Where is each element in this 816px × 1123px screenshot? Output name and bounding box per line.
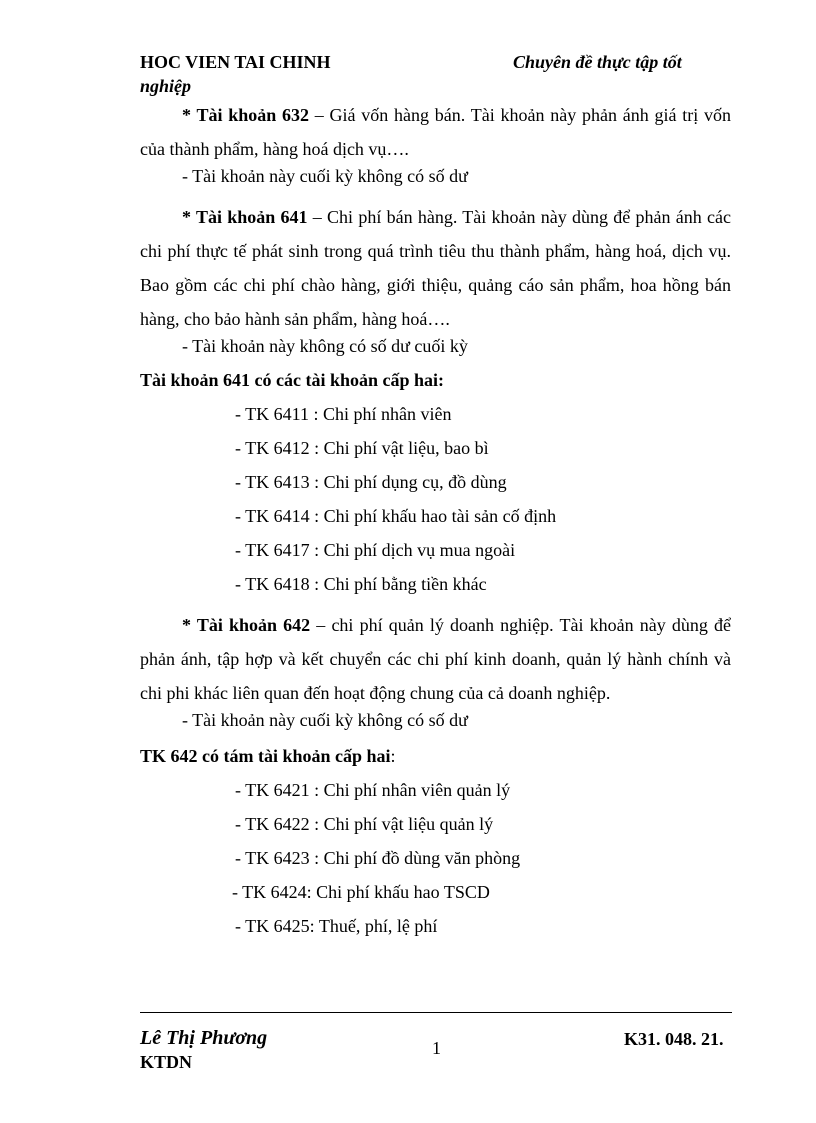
tk641-text: – Chi phí bán hàng. Tài khoản này dùng để phản ánh các chi phí thực tế phát sinh trong quá trình tiêu thu thành phẩm, hàng hoá, dịch vụ. Bao gồm các chi phí chào hàng, giới thiệu, quảng cáo sản phẩm, hoa hồng bán hàng, cho bảo hành sản phẩm, hàng hoá…. <box>140 207 732 329</box>
list-item: - TK 6423 : Chi phí đồ dùng văn phòng <box>235 848 521 868</box>
header-title-continuation: nghiệp <box>140 76 192 96</box>
tk632-text: – Giá vốn hàng bán. Tài khoản này phản ánh giá trị vốn của thành phẩm, hàng hoá dịch vụ…. <box>140 105 732 159</box>
list-item: - TK 6424: Chi phí khấu hao TSCD <box>232 882 490 902</box>
tk632-note: - Tài khoản này cuối kỳ không có số dư <box>182 166 468 186</box>
header-title: Chuyên đề thực tập tốt <box>513 52 682 72</box>
list-item: - TK 6422 : Chi phí vật liệu quản lý <box>235 814 494 834</box>
tk642-sub-heading-colon: : <box>390 746 396 766</box>
list-item: - TK 6412 : Chi phí vật liệu, bao bì <box>235 438 489 458</box>
paragraph-tk641 <box>140 200 731 336</box>
list-item: - TK 6413 : Chi phí dụng cụ, đồ dùng <box>235 472 507 492</box>
list-item: - TK 6418 : Chi phí bằng tiền khác <box>235 574 487 594</box>
tk632-label: * Tài khoản 632 <box>182 105 310 125</box>
tk642-text: – chi phí quản lý doanh nghiệp. Tài khoản này dùng để phản ánh, tập hợp và kết chuyển các chi phí kinh doanh, quản lý hành chính và chi phi khác liên quan đến hoạt động chung của cả doanh nghiệp. <box>140 615 731 703</box>
list-item: - TK 6411 : Chi phí nhân viên <box>235 404 452 424</box>
tk641-label: * Tài khoản 641 <box>182 207 308 227</box>
tk641-note: - Tài khoản này không có số dư cuối kỳ <box>182 336 468 356</box>
author-name: Lê Thị Phương <box>140 1027 268 1049</box>
page-number: 1 <box>432 1038 441 1058</box>
tk642-label: * Tài khoản 642 <box>182 615 311 635</box>
author-department: KTDN <box>140 1052 193 1072</box>
tk642-note: - Tài khoản này cuối kỳ không có số dư <box>182 710 468 730</box>
footer-divider <box>140 1012 732 1013</box>
list-item: - TK 6421 : Chi phí nhân viên quản lý <box>235 780 511 800</box>
paragraph-tk632 <box>140 98 731 166</box>
list-item: - TK 6414 : Chi phí khấu hao tài sản cố định <box>235 506 557 526</box>
list-item: - TK 6425: Thuế, phí, lệ phí <box>235 916 438 936</box>
class-code: K31. 048. 21. <box>624 1029 724 1049</box>
tk642-sub-heading <box>140 746 396 767</box>
list-item: - TK 6417 : Chi phí dịch vụ mua ngoài <box>235 540 516 560</box>
tk641-sub-heading: Tài khoản 641 có các tài khoản cấp hai: <box>140 370 445 390</box>
header-institution: HOC VIEN TAI CHINH <box>140 52 331 72</box>
tk642-sub-heading-text: TK 642 có tám tài khoản cấp hai <box>140 746 391 766</box>
paragraph-tk642 <box>140 608 731 710</box>
